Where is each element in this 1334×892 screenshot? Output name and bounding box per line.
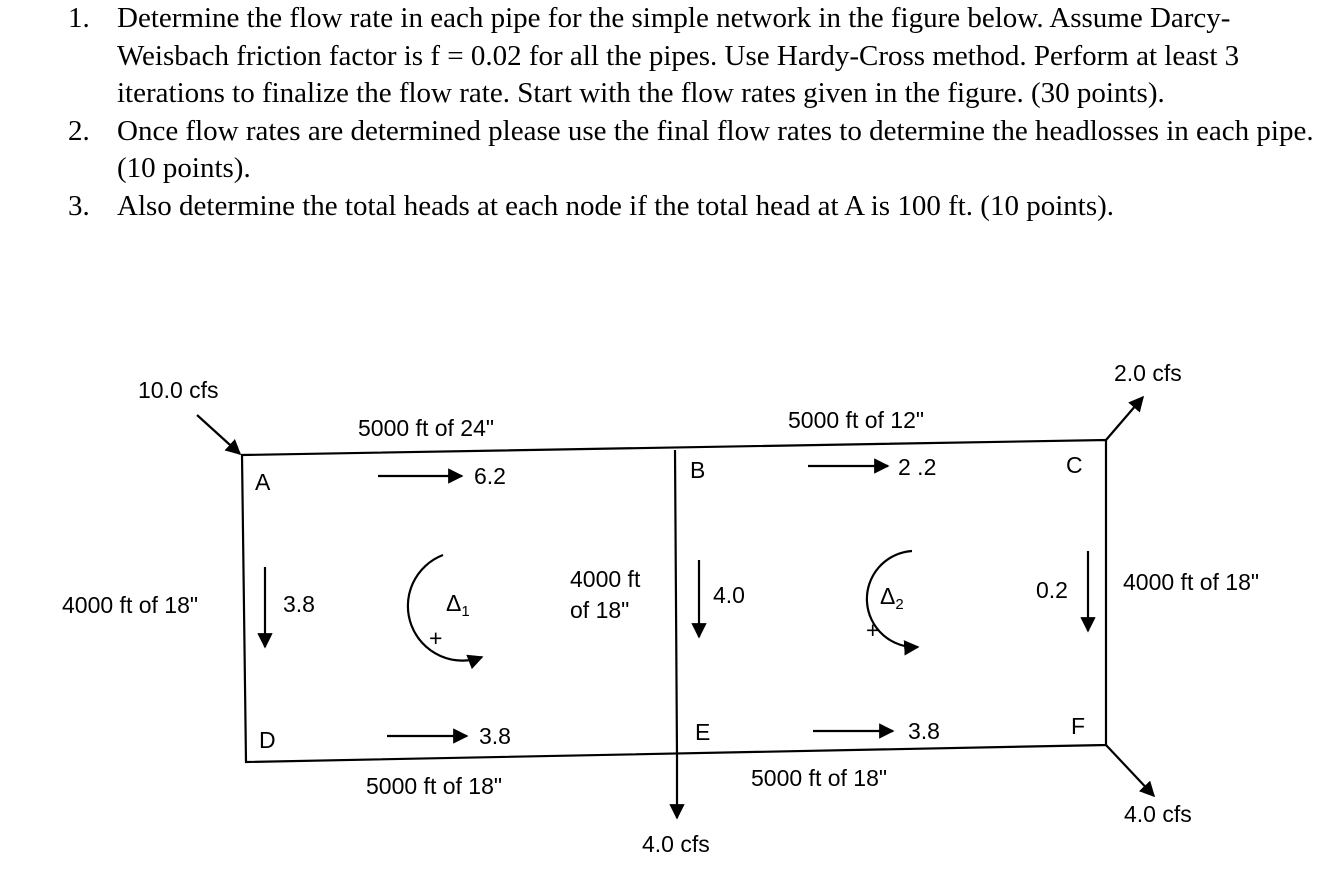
node-A-label: A [255,469,271,495]
outflow-F-label: 4.0 cfs [1124,801,1192,827]
inflow-A-label: 10.0 cfs [138,377,219,403]
outflow-C-arrow [1106,397,1143,440]
node-E-label: E [695,719,711,745]
loop-2-symbol: $\Delta_2$ [880,583,904,613]
question-number: 3. [68,189,90,222]
question-text: Also determine the total heads at each node if the total head at A is 100 ft. (10 points). [117,189,1115,222]
pipe-BE-spec-line1: 4000 ft [570,566,641,592]
pipe-network-outline [242,440,1106,762]
loop-1-symbol: $\Delta_1$ [446,590,470,620]
pipe-BE-flow: 4.0 [713,582,745,608]
outflow-E-label: 4.0 cfs [642,831,710,857]
inflow-A-arrow [197,415,240,454]
pipe-BE-spec-line2: of 18" [570,597,630,623]
node-F-label: F [1071,713,1086,739]
pipe-AD-flow: 3.8 [283,591,315,617]
loop-1-circulation-arrow [408,555,482,661]
pipe-AB-spec: 5000 ft of 24" [358,415,495,441]
pipe-EF-spec: 5000 ft of 18" [751,765,888,791]
pipe-EF-flow: 3.8 [908,718,940,744]
outflow-F-arrow [1106,745,1154,796]
node-B-label: B [690,457,706,483]
pipe-BC-spec: 5000 ft of 12" [788,407,925,433]
pipe-DE-flow: 3.8 [479,723,511,749]
question-text: Determine the flow rate in each pipe for the simple network in the figure below. Assume Darcy-Weisbach friction factor is f = 0.02 for all the pipes. Use Hardy-Cross method. Perform at least 3 iterations to finalize the flow rate. Start with the flow rates given in the figure. (30 points). [117,2,1240,109]
node-D-label: D [259,727,276,753]
pipe-CF-spec: 4000 ft of 18" [1123,569,1260,595]
loop-1-sign: + [429,625,443,651]
pipe-BE-line [675,450,677,757]
pipe-BC-flow: 2 .2 [898,454,937,480]
pipe-AB-flow: 6.2 [474,463,506,489]
node-C-label: C [1066,452,1083,478]
question-number: 2. [68,114,90,147]
loop-2-sign: + [866,617,880,643]
question-number: 1. [68,2,90,34]
outflow-C-label: 2.0 cfs [1114,360,1182,386]
pipe-CF-flow: 0.2 [1036,577,1068,603]
pipe-DE-spec: 5000 ft of 18" [366,773,503,799]
question-text: Once flow rates are determined please use the final flow rates to determine the headlosses in each pipe. (10 points). [117,114,1314,184]
pipe-AD-spec: 4000 ft of 18" [62,592,199,618]
